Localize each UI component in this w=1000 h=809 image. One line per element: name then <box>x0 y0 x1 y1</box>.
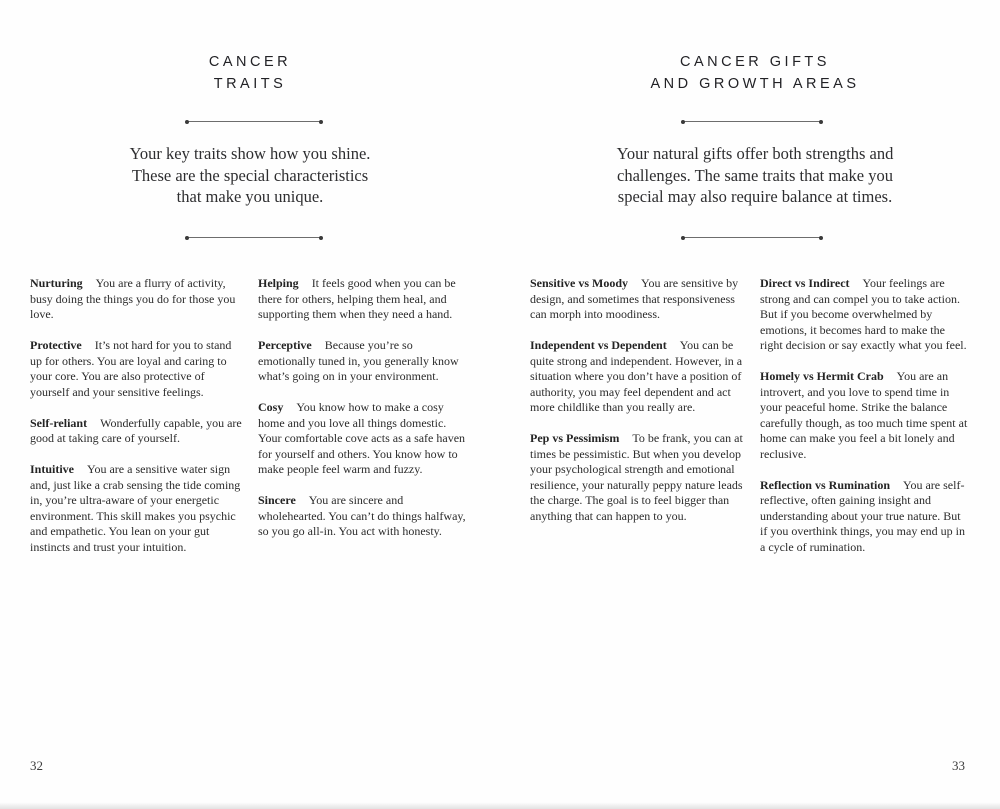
trait-term: Helping <box>258 276 299 290</box>
left-intro-line-3: that make you unique. <box>176 187 324 206</box>
trait-text: You can be quite strong and independent. However, in a situation where you don’t have a position of authority, you may feel dependent and act more childlike than you really are. <box>530 338 743 414</box>
trait-nurturing <box>30 276 242 323</box>
right-bottom-divider <box>683 237 821 238</box>
trait-text: You are sincere and wholehearted. You can’t do things halfway, so you go all-in. You act with honesty. <box>258 493 466 538</box>
trait-text: Wonderfully capable, you are good at taking care of yourself. <box>30 415 242 445</box>
left-intro-line-2: These are the special characteristics <box>131 165 369 185</box>
trait-term: Intuitive <box>30 462 75 476</box>
trait-text: You are sensitive by design, and sometimes that responsiveness can morph into moodiness. <box>530 276 739 321</box>
right-column-2 <box>760 276 970 571</box>
right-column-1 <box>530 276 744 540</box>
trait-term: Pep vs Pessimism <box>530 431 620 445</box>
trait-homely-vs-hermit-crab <box>760 369 970 462</box>
left-page-title-line-2: TRAITS <box>213 76 287 92</box>
trait-protective <box>30 338 242 400</box>
trait-term: Protective <box>30 338 82 352</box>
right-intro-line-1: Your natural gifts offer both strengths and <box>616 144 894 163</box>
trait-text: Your feelings are strong and can compel you to take action. But if you become overwhelmed by emotions, it becomes hard to make the right decision or say exactly what you feel. <box>760 276 967 352</box>
page-bottom-edge <box>0 802 1000 809</box>
right-page-title-line-2: AND GROWTH AREAS <box>650 76 860 92</box>
trait-text: You know how to make a cosy home and you love all things domestic. Your comfortable cove acts as a safe haven for yourself and others. You know how to make people feel warm and fuzzy. <box>258 400 466 476</box>
trait-term: Perceptive <box>258 338 312 352</box>
trait-term: Self-reliant <box>30 415 88 430</box>
right-intro-line-3: special may also require balance at times. <box>617 187 893 206</box>
trait-intuitive <box>30 462 242 555</box>
trait-term: Cosy <box>258 400 284 414</box>
trait-text: It feels good when you can be there for others, helping them heal, and supporting them when they need a hand. <box>258 276 456 321</box>
trait-text: You are an introvert, and you love to spend time in your peaceful home. Strike the balance carefully though, as too much time spent at home can make you feel a bit lonely and reclusive. <box>760 369 968 461</box>
trait-term: Homely vs Hermit Crab <box>760 369 884 383</box>
left-intro-line-1: Your key traits show how you shine. <box>129 144 371 163</box>
trait-text: You are a flurry of activity, busy doing the things you do for those you love. <box>30 276 236 321</box>
trait-sensitive-vs-moody <box>530 276 744 323</box>
trait-independent-vs-dependent <box>530 338 744 416</box>
trait-perceptive <box>258 338 468 385</box>
trait-sincere <box>258 493 468 540</box>
right-top-divider <box>683 121 821 122</box>
trait-helping <box>258 276 468 323</box>
trait-reflection-vs-rumination <box>760 478 970 556</box>
right-intro-line-2: challenges. The same traits that make you <box>617 165 893 185</box>
trait-text: To be frank, you can at times be pessimistic. But when you develop your psychological strength and emotional resilience, your naturally peppy nature leads the charge. The goal is to feel bigger than anything that can happen to you. <box>530 431 743 523</box>
left-page-intro <box>75 143 425 208</box>
trait-text: It’s not hard for you to stand up for others. You are loyal and caring to your core. You are also protective of yourself and your sensitive feelings. <box>30 338 232 399</box>
trait-self-reliant <box>30 416 242 447</box>
trait-text: Because you’re so emotionally tuned in, you generally know what’s going on in your environment. <box>258 338 459 383</box>
trait-term: Sensitive vs Moody <box>530 276 629 290</box>
left-column-1 <box>30 276 242 571</box>
trait-term: Reflection vs Rumination <box>760 477 890 492</box>
right-page-title-line-1: CANCER GIFTS <box>680 54 830 70</box>
trait-direct-vs-indirect <box>760 276 970 354</box>
left-bottom-divider <box>187 237 321 238</box>
left-page-title <box>100 51 400 95</box>
trait-term: Sincere <box>258 493 296 507</box>
right-page-intro <box>570 143 940 208</box>
trait-text: You are self-reflective, often gaining insight and understanding about your true nature. But if you overthink things, you may end up in a cycle of rumination. <box>760 477 965 554</box>
trait-text: You are a sensitive water sign and, just like a crab sensing the tide coming in, you’re ultra-aware of your energetic environment. This skill makes you psychic and empathetic. You lean on your gut instincts and trust your intuition. <box>30 462 241 554</box>
trait-term: Direct vs Indirect <box>760 276 850 290</box>
left-top-divider <box>187 121 321 122</box>
left-page-number: 32 <box>30 758 43 773</box>
trait-pep-vs-pessimism <box>530 431 744 524</box>
right-page-number: 33 <box>952 758 965 773</box>
left-column-2 <box>258 276 468 555</box>
trait-term: Independent vs Dependent <box>530 338 667 352</box>
trait-term: Nurturing <box>30 276 83 290</box>
right-page-title <box>590 51 920 95</box>
left-page-title-line-1: CANCER <box>208 54 292 70</box>
trait-cosy <box>258 400 468 478</box>
